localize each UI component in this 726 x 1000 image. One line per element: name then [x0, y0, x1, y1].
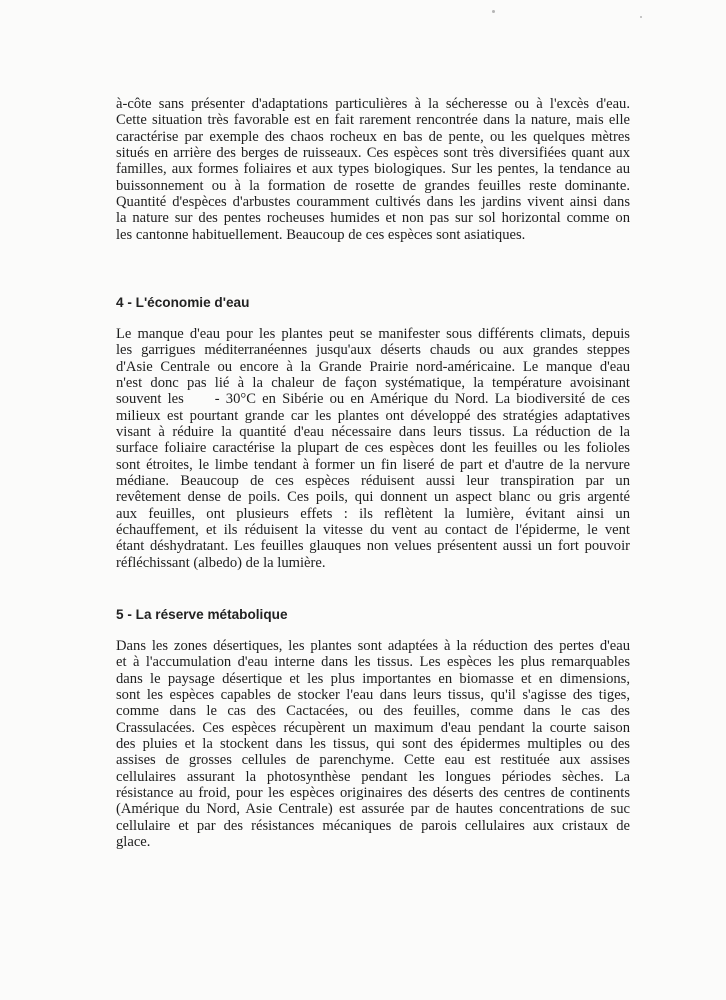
text-line: les cantonne habituellement. Beaucoup de ces espèces sont asiatiques. — [116, 226, 526, 243]
text-line: à-côte sans présenter d'adaptations particulières à la sécheresse ou à l'excès d'eau. — [116, 96, 630, 112]
text-line: des pluies et la stockent dans les tissus, qui sont des épidermes multiples ou des — [116, 736, 630, 753]
scan-speck — [492, 10, 495, 13]
text-line: échauffement, et ils réduisent la vitesse du vent au contact de l'épiderme, le vent — [116, 522, 630, 539]
text-line: (Amérique du Nord, Asie Centrale) est assurée par de hautes concentrations de suc — [116, 801, 630, 818]
text-line: Dans les zones désertiques, les plantes sont adaptées à la réduction des pertes d'eau — [116, 638, 630, 654]
text-line: souvent les - 30°C en Sibérie ou en Amérique du Nord. La biodiversité de ces — [116, 391, 630, 408]
text-line: et à l'accumulation d'eau interne dans les tissus. Les espèces les plus remarquables — [116, 654, 630, 671]
text-line: surface foliaire caractérise la plupart de ces espèces dont les feuilles ou les folioles — [116, 440, 630, 457]
text-line: Crassulacées. Ces espèces récupèrent un maximum d'eau pendant la courte saison — [116, 719, 630, 736]
section-5-heading: 5 - La réserve métabolique — [116, 607, 288, 622]
section-4-paragraph — [116, 326, 630, 571]
text-line: n'est donc pas lié à la chaleur de façon systématique, la température avoisinant — [116, 375, 630, 392]
text-line: visant à réduire la quantité d'eau nécessaire dans leurs tissus. La réduction de la — [116, 424, 630, 441]
text-line: cellulaires assurant la photosynthèse pendant les longues périodes sèches. La — [116, 768, 630, 785]
text-line: situés en arrière des berges de ruisseaux. Ces espèces sont très diversifiées quant aux — [116, 145, 630, 162]
text-line: revêtement dense de poils. Ces poils, qui donnent un aspect blanc ou gris argenté — [116, 489, 630, 506]
section-4-heading: 4 - L'économie d'eau — [116, 295, 250, 310]
scan-speck — [640, 16, 642, 18]
text-line: Cette situation très favorable est en fait rarement rencontrée dans la nature, mais elle — [116, 112, 630, 129]
text-line: familles, aux formes foliaires et aux types biologiques. Sur les pentes, la tendance au — [116, 161, 630, 178]
text-line: comme dans le cas des Cactacées, ou des feuilles, comme dans le cas des — [116, 703, 630, 720]
text-line: dans le paysage désertique et les plus importantes en biomasse et en dimensions, — [116, 670, 630, 687]
text-line: sont étroites, le limbe tendant à former un fin liseré de part et d'autre de la nervure — [116, 456, 630, 473]
text-line: assises de grosses cellules de parenchyme. Cette eau est restituée aux assises — [116, 752, 630, 769]
text-line: la nature sur des pentes rocheuses humides et non pas sur sol horizontal comme on — [116, 210, 630, 227]
text-line: cellulaire et par des résistances mécaniques de parois cellulaires aux cristaux de — [116, 817, 630, 834]
text-line: résistance au froid, pour les espèces originaires des déserts des centres de continents — [116, 785, 630, 802]
text-line: réfléchissant (albedo) de la lumière. — [116, 554, 326, 571]
text-line: aux feuilles, ont plusieurs effets : ils reflètent la lumière, évitant ainsi un — [116, 505, 630, 522]
text-line: les garrigues méditerranéennes jusqu'aux déserts chauds ou aux grandes steppes — [116, 342, 630, 359]
text-line: médiane. Beaucoup de ces espèces réduisent aussi leur transpiration par un — [116, 473, 630, 490]
text-line: milieux est pourtant grande car les plantes ont développé des stratégies adaptatives — [116, 407, 630, 424]
text-line: d'Asie Centrale ou encore à la Grande Prairie nord-américaine. Le manque d'eau — [116, 358, 630, 375]
text-line: buissonnement ou à la formation de rosette de grandes feuilles reste dominante. — [116, 177, 630, 194]
text-line: Quantité d'espèces d'arbustes couramment cultivés dans les jardins vivent ainsi dans — [116, 194, 630, 211]
section-5-paragraph — [116, 638, 630, 850]
text-line: glace. — [116, 834, 151, 851]
text-line: sont les espèces capables de stocker l'eau dans leurs tissus, qu'il s'agisse des tiges, — [116, 687, 630, 704]
text-line: caractérise par exemple des chaos rocheux en bas de pente, ou les quelques mètres — [116, 128, 630, 145]
intro-paragraph — [116, 96, 630, 243]
text-line: Le manque d'eau pour les plantes peut se manifester sous différents climats, depuis — [116, 326, 630, 342]
text-line: étant déshydratant. Les feuilles glauques non velues présentent aussi un fort pouvoir — [116, 538, 630, 555]
